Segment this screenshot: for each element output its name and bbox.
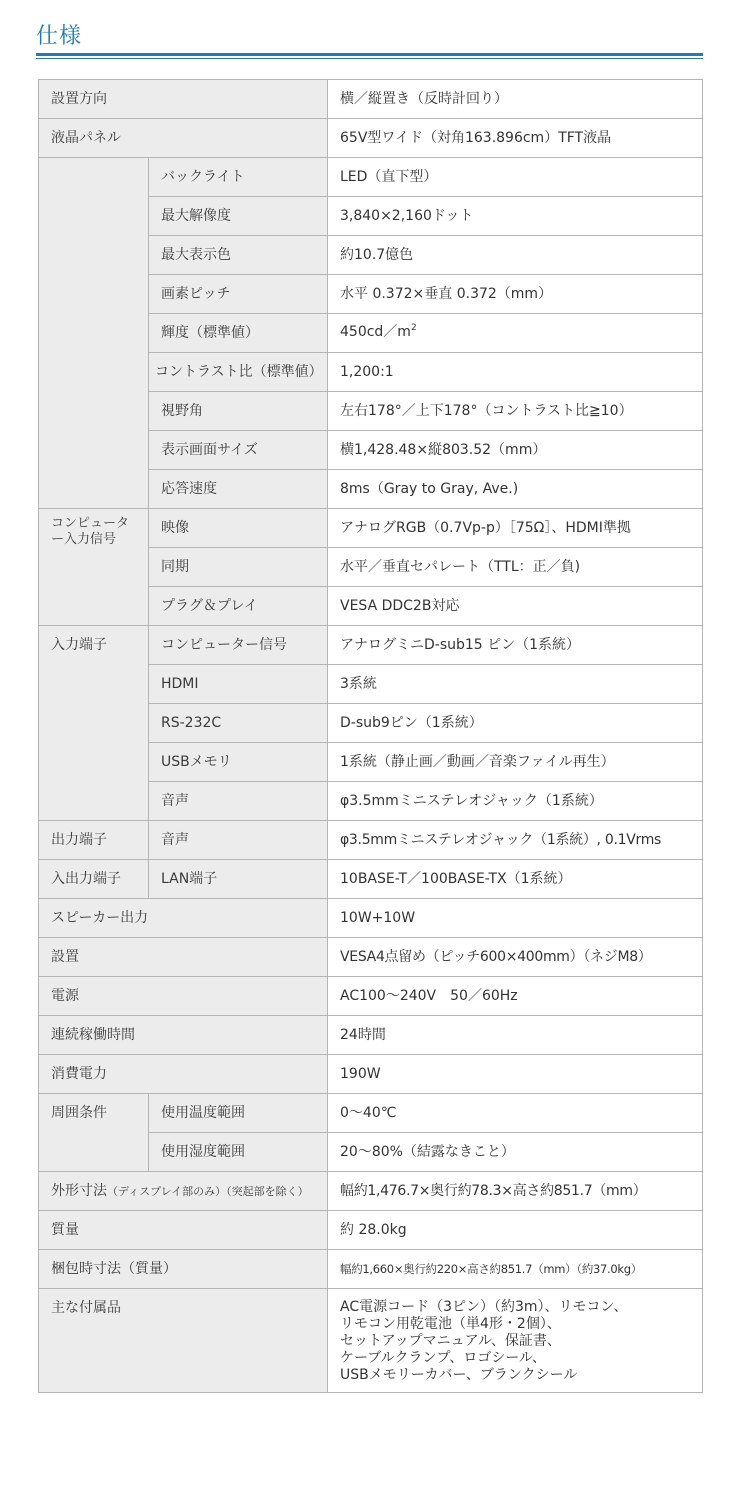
table-row	[39, 1094, 703, 1133]
row-label: 応答速度	[149, 470, 328, 509]
row-label: 最大表示色	[149, 236, 328, 275]
group-label: 入出力端子	[39, 860, 149, 899]
accessory-line: セットアップマニュアル、保証書、	[340, 1333, 561, 1349]
panel-group-spacer	[39, 158, 149, 509]
row-label: 液晶パネル	[39, 119, 328, 158]
row-label: 連続稼働時間	[39, 1016, 328, 1055]
row-value: 3系統	[328, 665, 703, 704]
table-row	[39, 626, 703, 665]
row-value: 0〜40℃	[328, 1094, 703, 1133]
row-label: 設置方向	[39, 80, 328, 119]
table-row	[39, 821, 703, 860]
row-value: D-sub9ピン（1系統）	[328, 704, 703, 743]
row-label: 主な付属品	[39, 1289, 328, 1393]
row-label: HDMI	[149, 665, 328, 704]
row-label: USBメモリ	[149, 743, 328, 782]
accessory-line: ケーブルクランプ、ロゴシール、	[340, 1350, 546, 1366]
row-label	[39, 1172, 328, 1211]
table-row	[39, 938, 703, 977]
group-label: コンピューター入力信号	[39, 509, 149, 626]
row-value: AC100〜240V 50／60Hz	[328, 977, 703, 1016]
row-value: 水平 0.372×垂直 0.372（mm）	[328, 275, 703, 314]
row-label: 視野角	[149, 392, 328, 431]
row-label: 映像	[149, 509, 328, 548]
dimensions-label-note: （ディスプレイ部のみ）（突起部を除く）	[107, 1184, 309, 1198]
row-value: φ3.5mmミニステレオジャック（1系統）	[328, 782, 703, 821]
group-label: 入力端子	[39, 626, 149, 821]
title-divider	[36, 53, 703, 56]
brightness-value: 450cd／m	[340, 324, 411, 340]
row-label: コントラスト比（標準値）	[149, 353, 328, 392]
table-row	[39, 1016, 703, 1055]
row-value: LED（直下型）	[328, 158, 703, 197]
row-value	[328, 314, 703, 353]
row-value: 幅約1,476.7×奥行約78.3×高さ約851.7（mm）	[328, 1172, 703, 1211]
accessory-line: AC電源コード（3ピン）（約3m）、リモコン、	[340, 1299, 628, 1315]
row-value: 横1,428.48×縦803.52（mm）	[328, 431, 703, 470]
row-label: 音声	[149, 782, 328, 821]
row-value: 24時間	[328, 1016, 703, 1055]
table-row	[39, 509, 703, 548]
table-row	[39, 1172, 703, 1211]
row-value: 65V型ワイド（対角163.896cm）TFT液晶	[328, 119, 703, 158]
row-value: 約10.7億色	[328, 236, 703, 275]
accessory-line: リモコン用乾電池（単4形・2個）、	[340, 1316, 561, 1332]
page-title: 仕様	[36, 24, 83, 49]
row-value: 約 28.0kg	[328, 1211, 703, 1250]
row-value: 1系統（静止画／動画／音楽ファイル再生）	[328, 743, 703, 782]
table-row	[39, 158, 703, 197]
row-label: 最大解像度	[149, 197, 328, 236]
row-value: 10BASE-T／100BASE-TX（1系統）	[328, 860, 703, 899]
row-label: 質量	[39, 1211, 328, 1250]
row-label: 使用湿度範囲	[149, 1133, 328, 1172]
title-divider-thin	[36, 58, 703, 59]
row-label: コンピューター信号	[149, 626, 328, 665]
row-value: 190W	[328, 1055, 703, 1094]
table-row	[39, 899, 703, 938]
row-value: VESA DDC2B対応	[328, 587, 703, 626]
row-label: バックライト	[149, 158, 328, 197]
accessory-line: USBメモリーカバー、ブランクシール	[340, 1367, 578, 1383]
row-value: 横／縦置き（反時計回り）	[328, 80, 703, 119]
group-label: 周囲条件	[39, 1094, 149, 1172]
row-value: 左右178°／上下178°（コントラスト比≧10）	[328, 392, 703, 431]
spec-table	[38, 79, 703, 1393]
table-row	[39, 1055, 703, 1094]
row-label: 電源	[39, 977, 328, 1016]
row-value: 水平／垂直セパレート（TTL：正／負)	[328, 548, 703, 587]
row-label: スピーカー出力	[39, 899, 328, 938]
row-label: 輝度（標準値）	[149, 314, 328, 353]
table-row	[39, 1289, 703, 1393]
table-row	[39, 977, 703, 1016]
brightness-superscript: 2	[410, 323, 417, 333]
row-label: 設置	[39, 938, 328, 977]
row-value: φ3.5mmミニステレオジャック（1系統）, 0.1Vrms	[328, 821, 703, 860]
row-value: 8ms（Gray to Gray, Ave.)	[328, 470, 703, 509]
row-label: 画素ピッチ	[149, 275, 328, 314]
row-value: 10W+10W	[328, 899, 703, 938]
table-row	[39, 119, 703, 158]
row-value: 幅約1,660×奥行約220×高さ約851.7（mm）（約37.0kg）	[328, 1250, 703, 1289]
row-value: VESA4点留め（ピッチ600×400mm）（ネジM8）	[328, 938, 703, 977]
row-value	[328, 1289, 703, 1393]
row-value: 1,200:1	[328, 353, 703, 392]
row-label: 使用温度範囲	[149, 1094, 328, 1133]
row-label: RS-232C	[149, 704, 328, 743]
row-label: プラグ＆プレイ	[149, 587, 328, 626]
dimensions-label: 外形寸法	[51, 1182, 107, 1199]
row-label: LAN端子	[149, 860, 328, 899]
row-value: 3,840×2,160ドット	[328, 197, 703, 236]
row-label: 梱包時寸法（質量）	[39, 1250, 328, 1289]
table-row	[39, 1250, 703, 1289]
row-label: 同期	[149, 548, 328, 587]
row-value: アナログミニD-sub15 ピン（1系統）	[328, 626, 703, 665]
row-label: 消費電力	[39, 1055, 328, 1094]
row-value: 20〜80%（結露なきこと）	[328, 1133, 703, 1172]
row-label: 表示画面サイズ	[149, 431, 328, 470]
row-label: 音声	[149, 821, 328, 860]
table-row	[39, 860, 703, 899]
group-label: 出力端子	[39, 821, 149, 860]
row-value: アナログRGB（0.7Vp-p）［75Ω］、HDMI準拠	[328, 509, 703, 548]
table-row	[39, 80, 703, 119]
table-row	[39, 1211, 703, 1250]
